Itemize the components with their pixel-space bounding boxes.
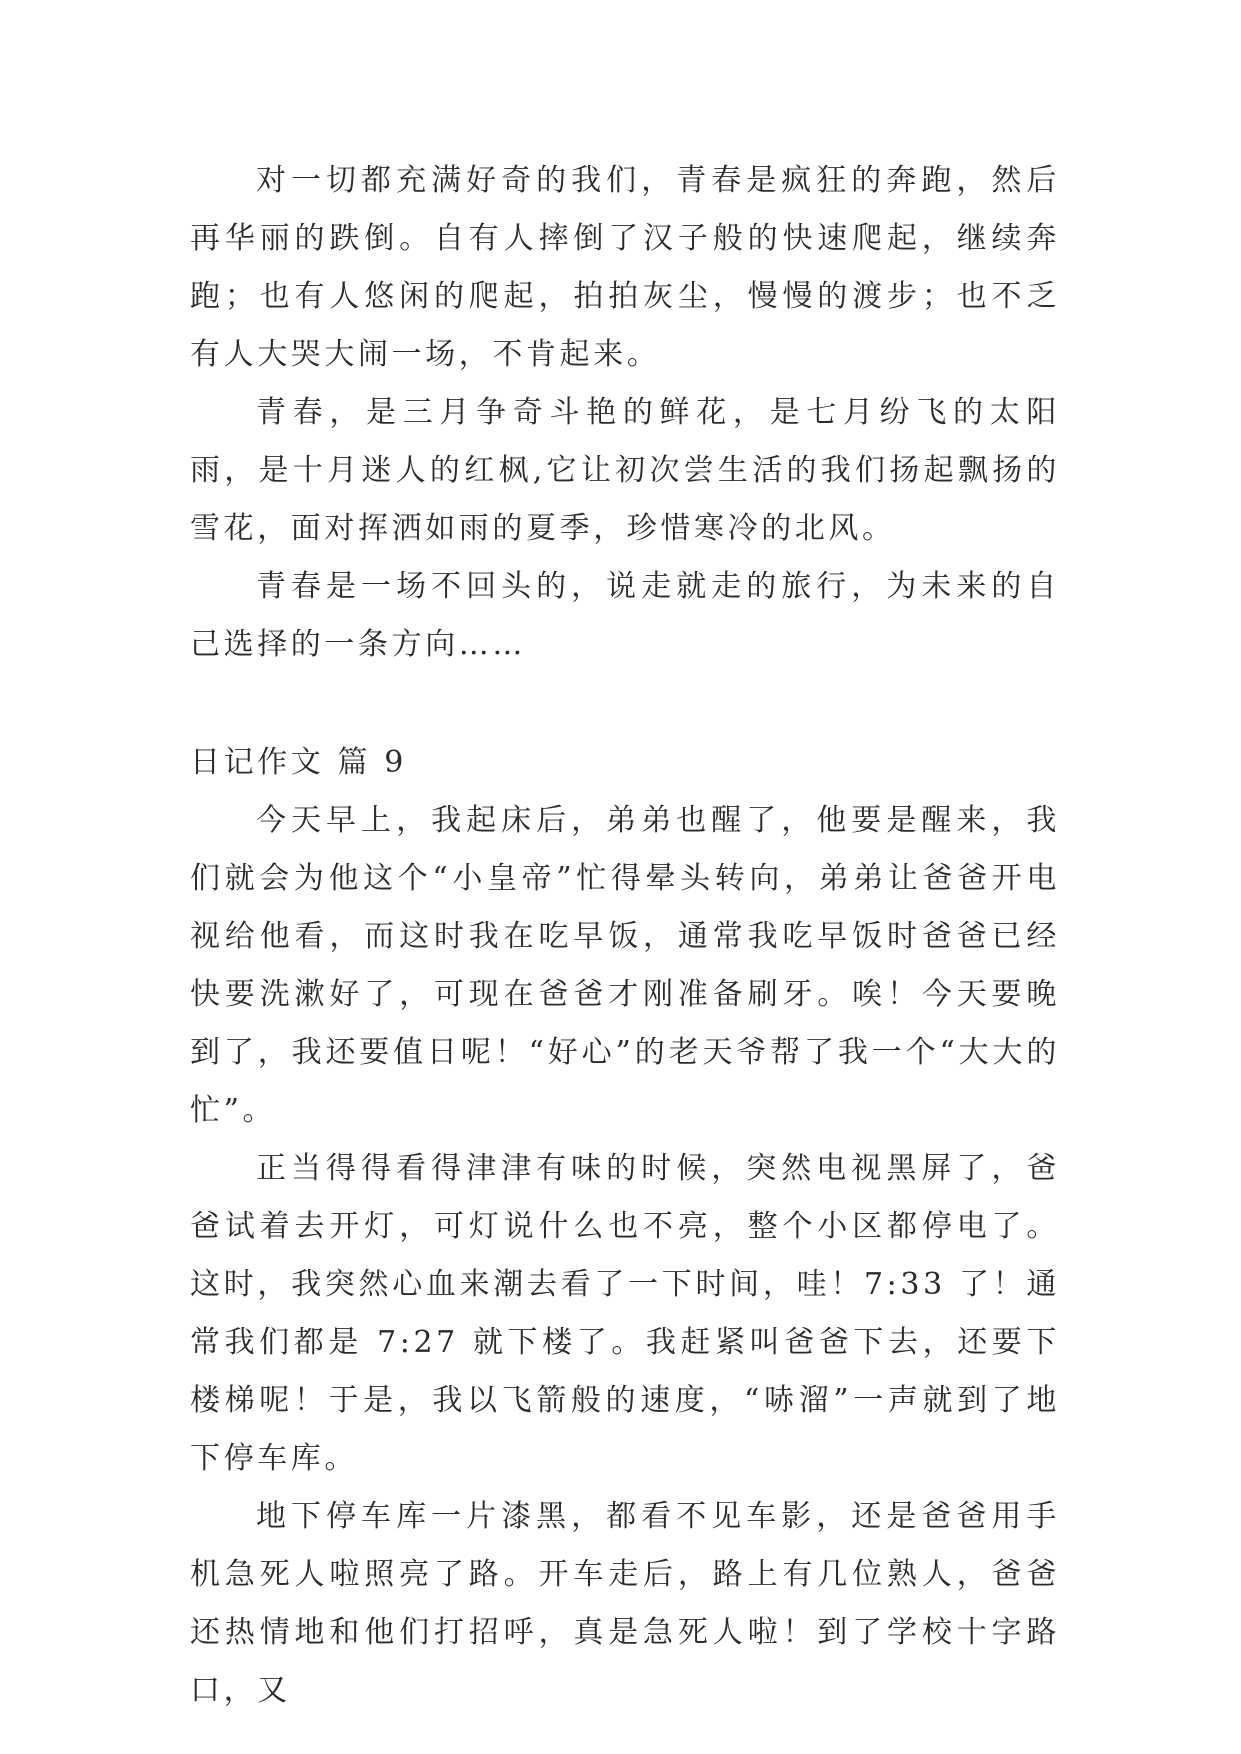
paragraph: 对一切都充满好奇的我们，青春是疯狂的奔跑，然后再华丽的跌倒。自有人摔倒了汉子般的快速爬起，继续奔跑；也有人悠闲的爬起，拍拍灰尘，慢慢的渡步；也不乏有人大哭大闹一场，不肯起来。 bbox=[190, 163, 1060, 372]
section-heading: 日记作文 篇 9 bbox=[190, 745, 407, 780]
paragraph: 正当得得看得津津有味的时候，突然电视黑屏了，爸爸试着去开灯，可灯说什么也不亮，整个小区都停电了。这时，我突然心血来潮去看了一下时间，哇！7:33 了！通常我们都是 7:27 就下楼了。我赶紧叫爸爸下去，还要下楼梯呢！于是，我以飞箭般的速度，“哧溜”一声就到了地下停车库。 bbox=[190, 1151, 1060, 1476]
paragraph: 青春，是三月争奇斗艳的鲜花，是七月纷飞的太阳雨，是十月迷人的红枫,它让初次尝生活的我们扬起飘扬的雪花，面对挥洒如雨的夏季，珍惜寒冷的北风。 bbox=[190, 395, 1060, 546]
document-body bbox=[190, 152, 1060, 1720]
paragraph: 青春是一场不回头的，说走就走的旅行，为未来的自己选择的一条方向…… bbox=[190, 569, 1060, 662]
paragraph: 今天早上，我起床后，弟弟也醒了，他要是醒来，我们就会为他这个“小皇帝”忙得晕头转向，弟弟让爸爸开电视给他看，而这时我在吃早饭，通常我吃早饭时爸爸已经快要洗漱好了，可现在爸爸才刚准备刷牙。唉！今天要晚到了，我还要值日呢！“好心”的老天爷帮了我一个“大大的忙”。 bbox=[190, 803, 1060, 1128]
paragraph: 地下停车库一片漆黑，都看不见车影，还是爸爸用手机急死人啦照亮了路。开车走后，路上有几位熟人，爸爸还热情地和他们打招呼，真是急死人啦！到了学校十字路口，又 bbox=[190, 1499, 1060, 1708]
